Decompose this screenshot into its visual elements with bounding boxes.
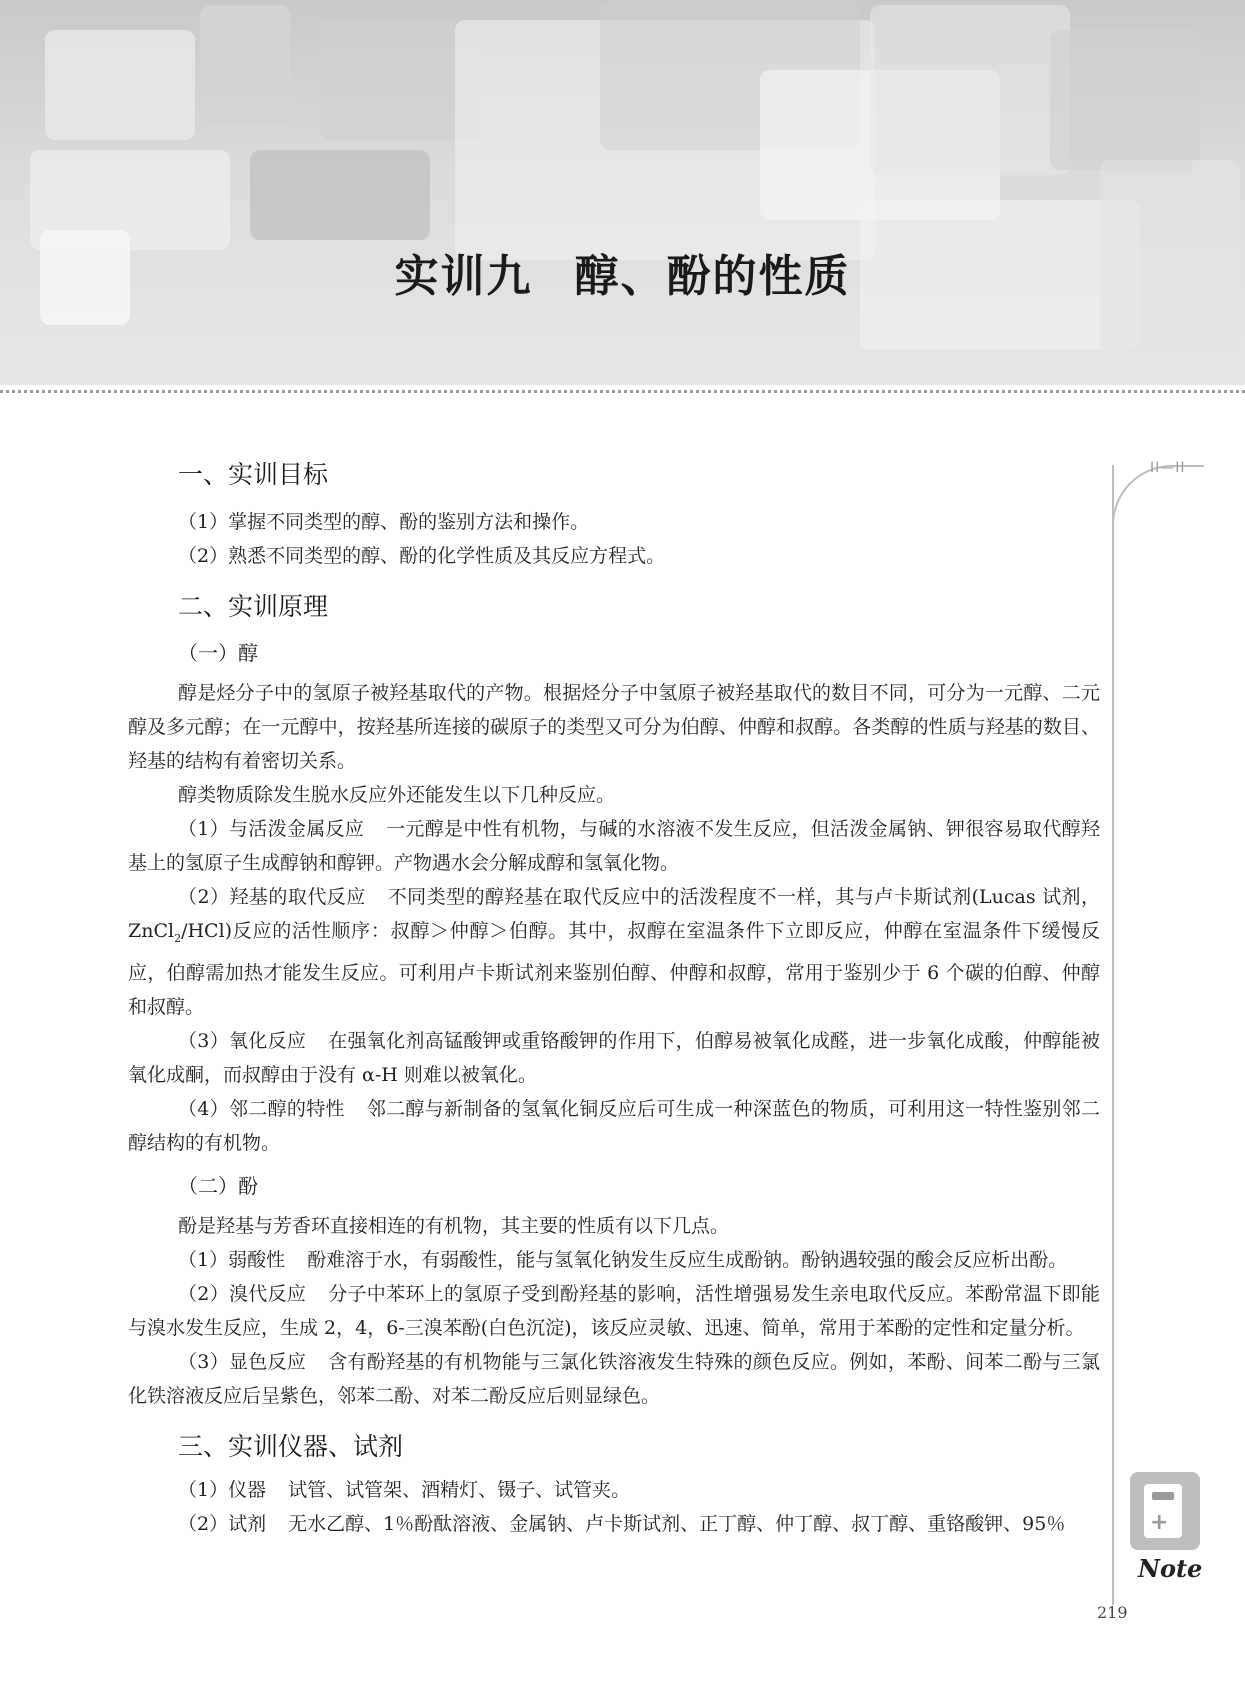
phenol-property-2: （2）溴代反应 分子中苯环上的氢原子受到酚羟基的影响，活性增强易发生亲电取代反应。苯酚常温下即能与溴水发生反应，生成 2，4，6-三溴苯酚(白色沉淀)，该反应灵敏、迅速、简单，常用于苯酚的定性和定量分析。 — [128, 1282, 1100, 1339]
alcohol-reaction-2: （2）羟基的取代反应 不同类型的醇羟基在取代反应中的活泼程度不一样，其与卢卡斯试剂(Lucas 试剂，ZnCl$_2$/HCl)反应的活性顺序：叔醇＞仲醇＞伯醇。其中，叔醇在室温条件下立即反应，仲醇在室温条件下缓慢反应，伯醇需加热才能发生反应。可利用卢卡斯试剂来鉴别伯醇、仲醇和叔醇，常用于鉴别少于 6 个碳的伯醇、仲醇和叔醇。 — [128, 886, 1100, 1018]
reaction-term: （2）羟基的取代反应 — [178, 886, 366, 908]
subsection-heading-alcohol: （一）醇 — [178, 641, 258, 665]
margin-ticks: II—II — [1150, 460, 1186, 476]
goal-item: （2）熟悉不同类型的醇、酚的化学性质及其反应方程式。 — [178, 545, 666, 567]
reaction-term: （1）与活泼金属反应 — [178, 818, 365, 840]
calculator-icon: + — [1130, 1472, 1200, 1550]
dotted-divider — [0, 390, 1245, 393]
equipment-term: （1）仪器 — [178, 1478, 267, 1501]
page-body — [128, 455, 1100, 1541]
reagent-term: （2）试剂 — [178, 1512, 267, 1535]
section-heading-goals: 一、实训目标 — [178, 460, 329, 489]
alcohol-reaction-1: （1）与活泼金属反应 一元醇是中性有机物，与碱的水溶液不发生反应，但活泼金属钠、钾很容易取代醇羟基上的氢原子生成醇钠和醇钾。产物遇水会分解成醇和氢氧化物。 — [128, 818, 1100, 874]
page-number: 219 — [1097, 1603, 1128, 1622]
reaction-term: （4）邻二醇的特性 — [178, 1097, 345, 1120]
section-heading-equipment: 三、实训仪器、试剂 — [178, 1431, 404, 1461]
alcohol-intro: 醇是烃分子中的氢原子被羟基取代的产物。根据烃分子中氢原子被羟基取代的数目不同，可分为一元醇、二元醇及多元醇；在一元醇中，按羟基所连接的碳原子的类型又可分为伯醇、仲醇和叔醇。各类醇的性质与羟基的数目、羟基的结构有着密切关系。 — [128, 682, 1100, 772]
chapter-banner — [0, 0, 1245, 385]
alcohol-reaction-4: （4）邻二醇的特性 邻二醇与新制备的氢氧化铜反应后可生成一种深蓝色的物质，可利用这一特性鉴别邻二醇结构的有机物。 — [128, 1097, 1100, 1154]
property-term: （2）溴代反应 — [178, 1282, 307, 1305]
subsection-heading-phenol: （二）酚 — [178, 1173, 258, 1198]
alcohol-reaction-3: （3）氧化反应 在强氧化剂高锰酸钾或重铬酸钾的作用下，伯醇易被氧化成醛，进一步氧化成酸，仲醇能被氧化成酮，而叔醇由于没有 α-H 则难以被氧化。 — [128, 1029, 1100, 1086]
reaction-term: （3）氧化反应 — [178, 1029, 307, 1052]
section-heading-principle: 二、实训原理 — [178, 592, 329, 621]
equipment-item: （1）仪器 试管、试管架、酒精灯、镊子、试管夹。 — [178, 1478, 631, 1501]
phenol-intro: 酚是羟基与芳香环直接相连的有机物，其主要的性质有以下几点。 — [178, 1214, 730, 1237]
margin-rule — [1112, 465, 1114, 1605]
property-term: （1）弱酸性 — [178, 1248, 286, 1271]
phenol-property-3: （3）显色反应 含有酚羟基的有机物能与三氯化铁溶液发生特殊的颜色反应。例如，苯酚、间苯二酚与三氯化铁溶液反应后呈紫色，邻苯二酚、对苯二酚反应后则显绿色。 — [128, 1350, 1100, 1407]
phenol-property-1: （1）弱酸性 酚难溶于水，有弱酸性，能与氢氧化钠发生反应生成酚钠。酚钠遇较强的酸会反应析出酚。 — [178, 1248, 1068, 1271]
chapter-title: 实训九 醇、酚的性质 — [394, 251, 851, 302]
property-term: （3）显色反应 — [178, 1350, 307, 1373]
note-label: Note — [1138, 1554, 1203, 1583]
goal-item: （1）掌握不同类型的醇、酚的鉴别方法和操作。 — [178, 511, 590, 533]
alcohol-lead: 醇类物质除发生脱水反应外还能发生以下几种反应。 — [178, 784, 616, 806]
reagent-item: （2）试剂 无水乙醇、1％酚酞溶液、金属钠、卢卡斯试剂、正丁醇、仲丁醇、叔丁醇、重铬酸钾、95％ — [178, 1512, 1066, 1535]
